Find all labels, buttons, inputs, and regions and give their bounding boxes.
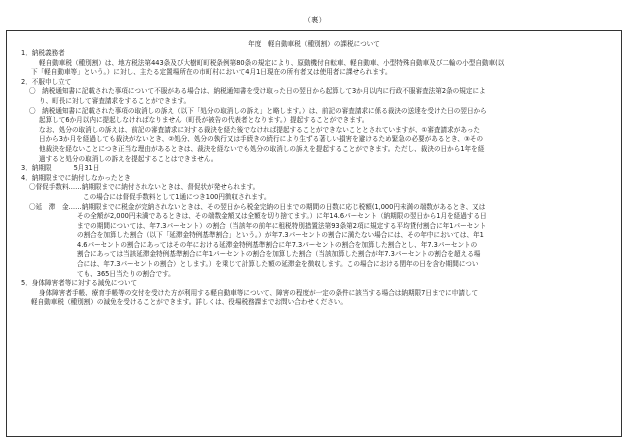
paragraph-line: 割合にあっては当該延滞金特例基準割合に年1パーセントの割合を加算した割合（当該加算した割合が年7.3パーセントの割合を超える場	[77, 250, 481, 259]
section-appeal	[17, 78, 611, 164]
document-title: 年度 軽自動車税（種別割）の課税について	[248, 40, 380, 48]
paragraph-line: 他裁決を経ないことにつき正当な理由があるときは、裁決を経ないでも処分の取消しの訴えを提起することができます。ただし、裁決の日から1年を経	[39, 144, 485, 153]
section-due-date	[17, 164, 611, 174]
paragraph-line: 軽自動車税（種別割）は、地方税法第443条及び大樹町町税条例第80条の規定により、原動機付自転車、軽自動車、小型特殊自動車及び二輪の小型自動車(以	[39, 58, 505, 67]
paragraph-line: その全額が2,000円未満であるときは、その端数金額又は全額を切り捨てます。）に年14.6パーセント（納期限の翌日から1月を経過する日	[77, 212, 487, 221]
section-disability-exemption	[17, 279, 611, 308]
section-late-payment	[17, 174, 611, 280]
paragraph-line: 身体障害者手帳、療育手帳等の交付を受けた方が利用する軽自動車等について、障害の程度が一定の条件に該当する場合は納期限7日までに申請して	[39, 288, 479, 297]
paragraph-line: 軽自動車税（種別割）の減免を受けることができます。詳しくは、役場税務課までお問い合わせください。	[31, 298, 347, 307]
paragraph-line: 〇延 滞 金……納期限までに税金が完納されないときは、その翌日から税金完納の日までの期間の日数に応じ税額(1,000円未満の端数があるとき、又は	[29, 202, 486, 211]
paragraph-line: 〇 納税通知書に記載された事項について不服がある場合は、納税通知書を受け取った日の翌日から起算して3か月以内に行政不服審査法第2条の規定によ	[29, 87, 486, 96]
paragraph-line: ても、365日当たりの割合です。	[77, 269, 175, 278]
section-heading: 3．納期限	[21, 164, 52, 173]
paragraph-line: の割合を加算した割合（以下「延滞金特例基準割合」という。）が年7.3パーセントの割合に満たない場合には、その年中においては、年1	[77, 231, 484, 240]
paragraph-line: 合には、年7.3パーセントの割合）とします。）を乗じて計算した額の延滞金を徴収します。この場合における閏年の日を含む期間につい	[77, 260, 479, 269]
paragraph-line: 日から3か月を経過しても裁決がないとき、②処分、処分の執行又は手続きの続行により生ずる著しい損害を避けるため緊急の必要があるとき、③その	[39, 135, 484, 144]
paragraph-line: この場合には督促手数料として1通につき100円徴収されます。	[83, 192, 271, 201]
section-heading: 2．不服申し立て	[21, 77, 72, 86]
paragraph-line: までの期間については、年7.3パーセント）の割合（当該年の前年に租税特別措置法第93条第2項に規定する平均貸付割合に年1パーセント	[77, 221, 487, 230]
section-heading: 1．納税義務者	[21, 49, 65, 57]
paragraph-line: 〇 納税通知書に記載された事項の取消しの訴え（以下「処分の取消しの訴え」と略します。）は、前記の審査請求に係る裁決の送達を受けた日の翌日から	[29, 106, 487, 115]
reverse-side-mark: （裏）	[303, 16, 327, 24]
paragraph-line: り、町長に対して審査請求をすることができます。	[39, 96, 191, 105]
paragraph-line: 起算して6か月以内に提起しなければなりません（町長が被告の代表者となります。）提起することができます。	[39, 116, 369, 125]
paragraph-line: 4.6パーセントの割合にあってはその年における延滞金特例基準割合に年7.3パーセントの割合を加算した割合とし、年7.3パーセントの	[77, 240, 478, 249]
section-taxpayer	[17, 49, 611, 78]
paragraph-line: 過すると処分の取消しの訴えを提起することはできません。	[39, 154, 218, 163]
section-heading: 4．納期限までに納付しなかったとき	[21, 173, 131, 182]
due-date-value: 5月31日	[73, 164, 100, 173]
section-heading: 5．身体障害者等に対する減免について	[21, 279, 138, 288]
paragraph-line: 下「軽自動車等」という。）に対し、主たる定置場所在の市町村において4月1日現在の所有者又は使用者に課せられます。	[31, 68, 392, 77]
document-frame	[6, 30, 622, 437]
paragraph-line: 〇督促手数料……納期限までに納付されないときは、督促状が発せられます。	[29, 183, 260, 192]
paragraph-line: なお、処分の取消しの訴えは、前記の審査請求に対する裁決を経た後でなければ提起することができないこととされていますが、①審査請求があった	[39, 125, 481, 134]
